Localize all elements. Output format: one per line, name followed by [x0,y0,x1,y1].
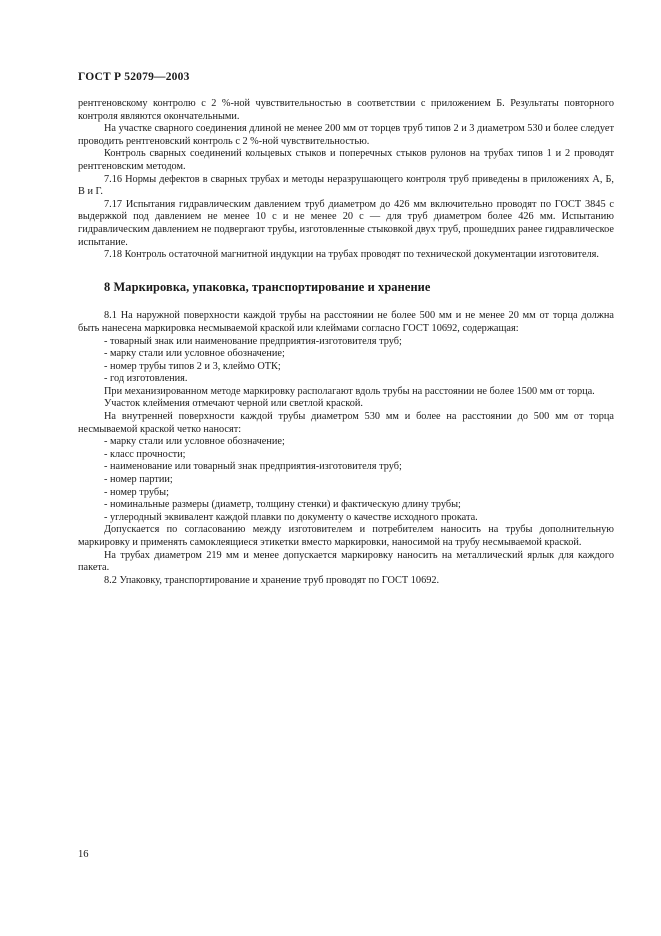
section-number: 8 [104,279,111,294]
paragraph: 8.1 На наружной поверхности каждой трубы на расстоянии не более 500 мм и не менее 20 мм от торца должна быть нанесена маркировка несмываемой краской или клеймами согласно ГОСТ 10692, содержащая: [78,310,614,334]
list-item: - номер трубы; [104,486,169,498]
paragraph: При механизированном методе маркировку располагают вдоль трубы на расстоянии не более 1500 мм от торца. [104,385,595,397]
paragraph: На внутренней поверхности каждой трубы диаметром 530 мм и более на расстоянии до 500 мм от торца несмываемой краской четко наносят: [78,411,614,435]
paragraph: Допускается по согласованию между изготовителем и потребителем наносить на трубы дополнительную маркировку и применять самоклеящиеся этикетки вместо маркировки, наносимой на трубу несмываемой краской. [78,524,614,548]
paragraph: 8.2 Упаковку, транспортирование и хранение труб проводят по ГОСТ 10692. [104,574,440,586]
paragraph: На трубах диаметром 219 мм и менее допускается маркировку наносить на металлический ярлык для каждого пакета. [78,549,614,574]
document-body [78,98,614,587]
section-title: Маркировка, упаковка, транспортирование и хранение [113,279,431,294]
paragraph: Участок клеймения отмечают черной или светлой краской. [104,398,363,410]
paragraph: 7.17 Испытания гидравлическим давлением труб диаметром до 426 мм включительно проводят по ГОСТ 3845 с выдержкой под давлением не менее 10 с и не менее 20 с — для труб диаметром более 426 мм. Испытанию гидравлическим давлением не подвергают трубы, изготовленные стыковкой двух труб, прошедших ранее гидравлическое испытание. [78,198,614,248]
list-item: - товарный знак или наименование предприятия-изготовителя труб; [104,335,402,347]
list-item: - номер трубы типов 2 и 3, клеймо ОТК; [104,360,281,372]
page-number: 16 [78,849,89,860]
list-item: - номинальные размеры (диаметр, толщину стенки) и фактическую длину трубы; [104,499,461,511]
list-item: - наименование или товарный знак предприятия-изготовителя труб; [104,461,402,473]
paragraph-group-section [78,310,614,587]
paragraph-group-top [78,98,614,262]
list-item: - углеродный эквивалент каждой плавки по документу о качестве исходного проката. [104,511,478,523]
paragraph: 7.18 Контроль остаточной магнитной индукции на трубах проводят по технической документации изготовителя. [104,249,599,261]
section-heading [78,281,614,294]
list-item: - марку стали или условное обозначение; [104,436,285,448]
paragraph: На участке сварного соединения длиной не менее 200 мм от торцев труб типов 2 и 3 диаметром 530 и более следует проводить рентгеновский контроль с 2 %-ной чувствительностью. [78,123,614,147]
paragraph: Контроль сварных соединений кольцевых стыков и поперечных стыков рулонов на трубах типов 1 и 2 проводят рентгеновским методом. [78,148,614,172]
list-item: - марку стали или условное обозначение; [104,348,285,360]
document-header: ГОСТ Р 52079—2003 [78,71,190,83]
list-item: - класс прочности; [104,448,186,460]
list-item: - номер партии; [104,474,173,486]
paragraph: рентгеновскому контролю с 2 %-ной чувствительностью в соответствии с приложением Б. Результаты повторного контроля являются окончательными. [78,98,614,122]
paragraph: 7.16 Нормы дефектов в сварных трубах и методы неразрушающего контроля труб приведены в приложениях А, Б, В и Г. [78,173,614,198]
list-item: - год изготовления. [104,373,188,385]
